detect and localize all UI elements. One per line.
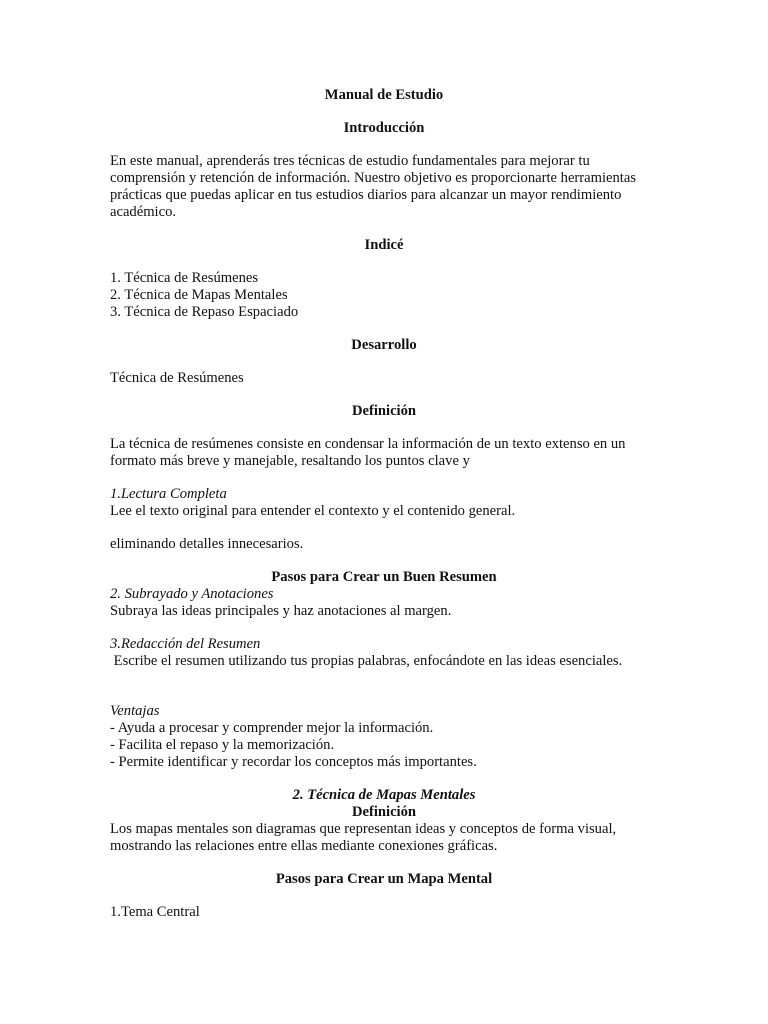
index-heading: Indicé	[364, 237, 404, 253]
mindmap-steps-heading: Pasos para Crear un Mapa Mental	[275, 871, 493, 887]
advantage-item: - Facilita el repaso y la memorización.	[110, 737, 335, 753]
development-heading: Desarrollo	[351, 337, 417, 353]
section1-definition: La técnica de resúmenes consiste en condensar la información de un texto extenso en un formato más breve y manejable, resaltando los puntos clave y	[110, 436, 626, 469]
index-item: 3. Técnica de Repaso Espaciado	[110, 304, 299, 320]
advantage-item: - Permite identificar y recordar los conceptos más importantes.	[110, 754, 477, 770]
document-page	[110, 85, 658, 921]
section2-definition-heading: Definición	[351, 804, 417, 820]
advantages-title: Ventajas	[110, 703, 160, 719]
section2-definition: Los mapas mentales son diagramas que representan ideas y conceptos de forma visual, mostrando las relaciones entre ellas mediante conexiones gráficas.	[110, 821, 617, 854]
step3-text: Escribe el resumen utilizando tus propias palabras, enfocándote en las ideas esenciales.	[110, 653, 623, 669]
step1-title: 1.Lectura Completa	[110, 486, 227, 502]
index-item: 2. Técnica de Mapas Mentales	[110, 287, 288, 303]
section2-title: 2. Técnica de Mapas Mentales	[292, 787, 476, 803]
mindmap-step1: 1.Tema Central	[110, 904, 200, 920]
step1-text: Lee el texto original para entender el contexto y el contenido general.	[110, 503, 516, 519]
steps-heading: Pasos para Crear un Buen Resumen	[271, 569, 497, 585]
index-item: 1. Técnica de Resúmenes	[110, 270, 259, 286]
advantage-item: - Ayuda a procesar y comprender mejor la información.	[110, 720, 434, 736]
intro-heading: Introducción	[343, 120, 425, 136]
intro-paragraph: En este manual, aprenderás tres técnicas de estudio fundamentales para mejorar tu comprensión y retención de información. Nuestro objetivo es proporcionarte herramientas prácticas que puedas aplicar en tus estudios diarios para alcanzar un mayor rendimiento académico.	[110, 153, 637, 220]
index-list	[110, 270, 658, 321]
document-title: Manual de Estudio	[324, 87, 444, 103]
orphan-text: eliminando detalles innecesarios.	[110, 536, 304, 552]
advantages-list	[110, 720, 658, 771]
section1-title: Técnica de Resúmenes	[110, 370, 244, 386]
step3-title: 3.Redacción del Resumen	[110, 636, 261, 652]
step2-text: Subraya las ideas principales y haz anotaciones al margen.	[110, 603, 452, 619]
definition-heading: Definición	[351, 403, 417, 419]
step2-title: 2. Subrayado y Anotaciones	[110, 586, 274, 602]
